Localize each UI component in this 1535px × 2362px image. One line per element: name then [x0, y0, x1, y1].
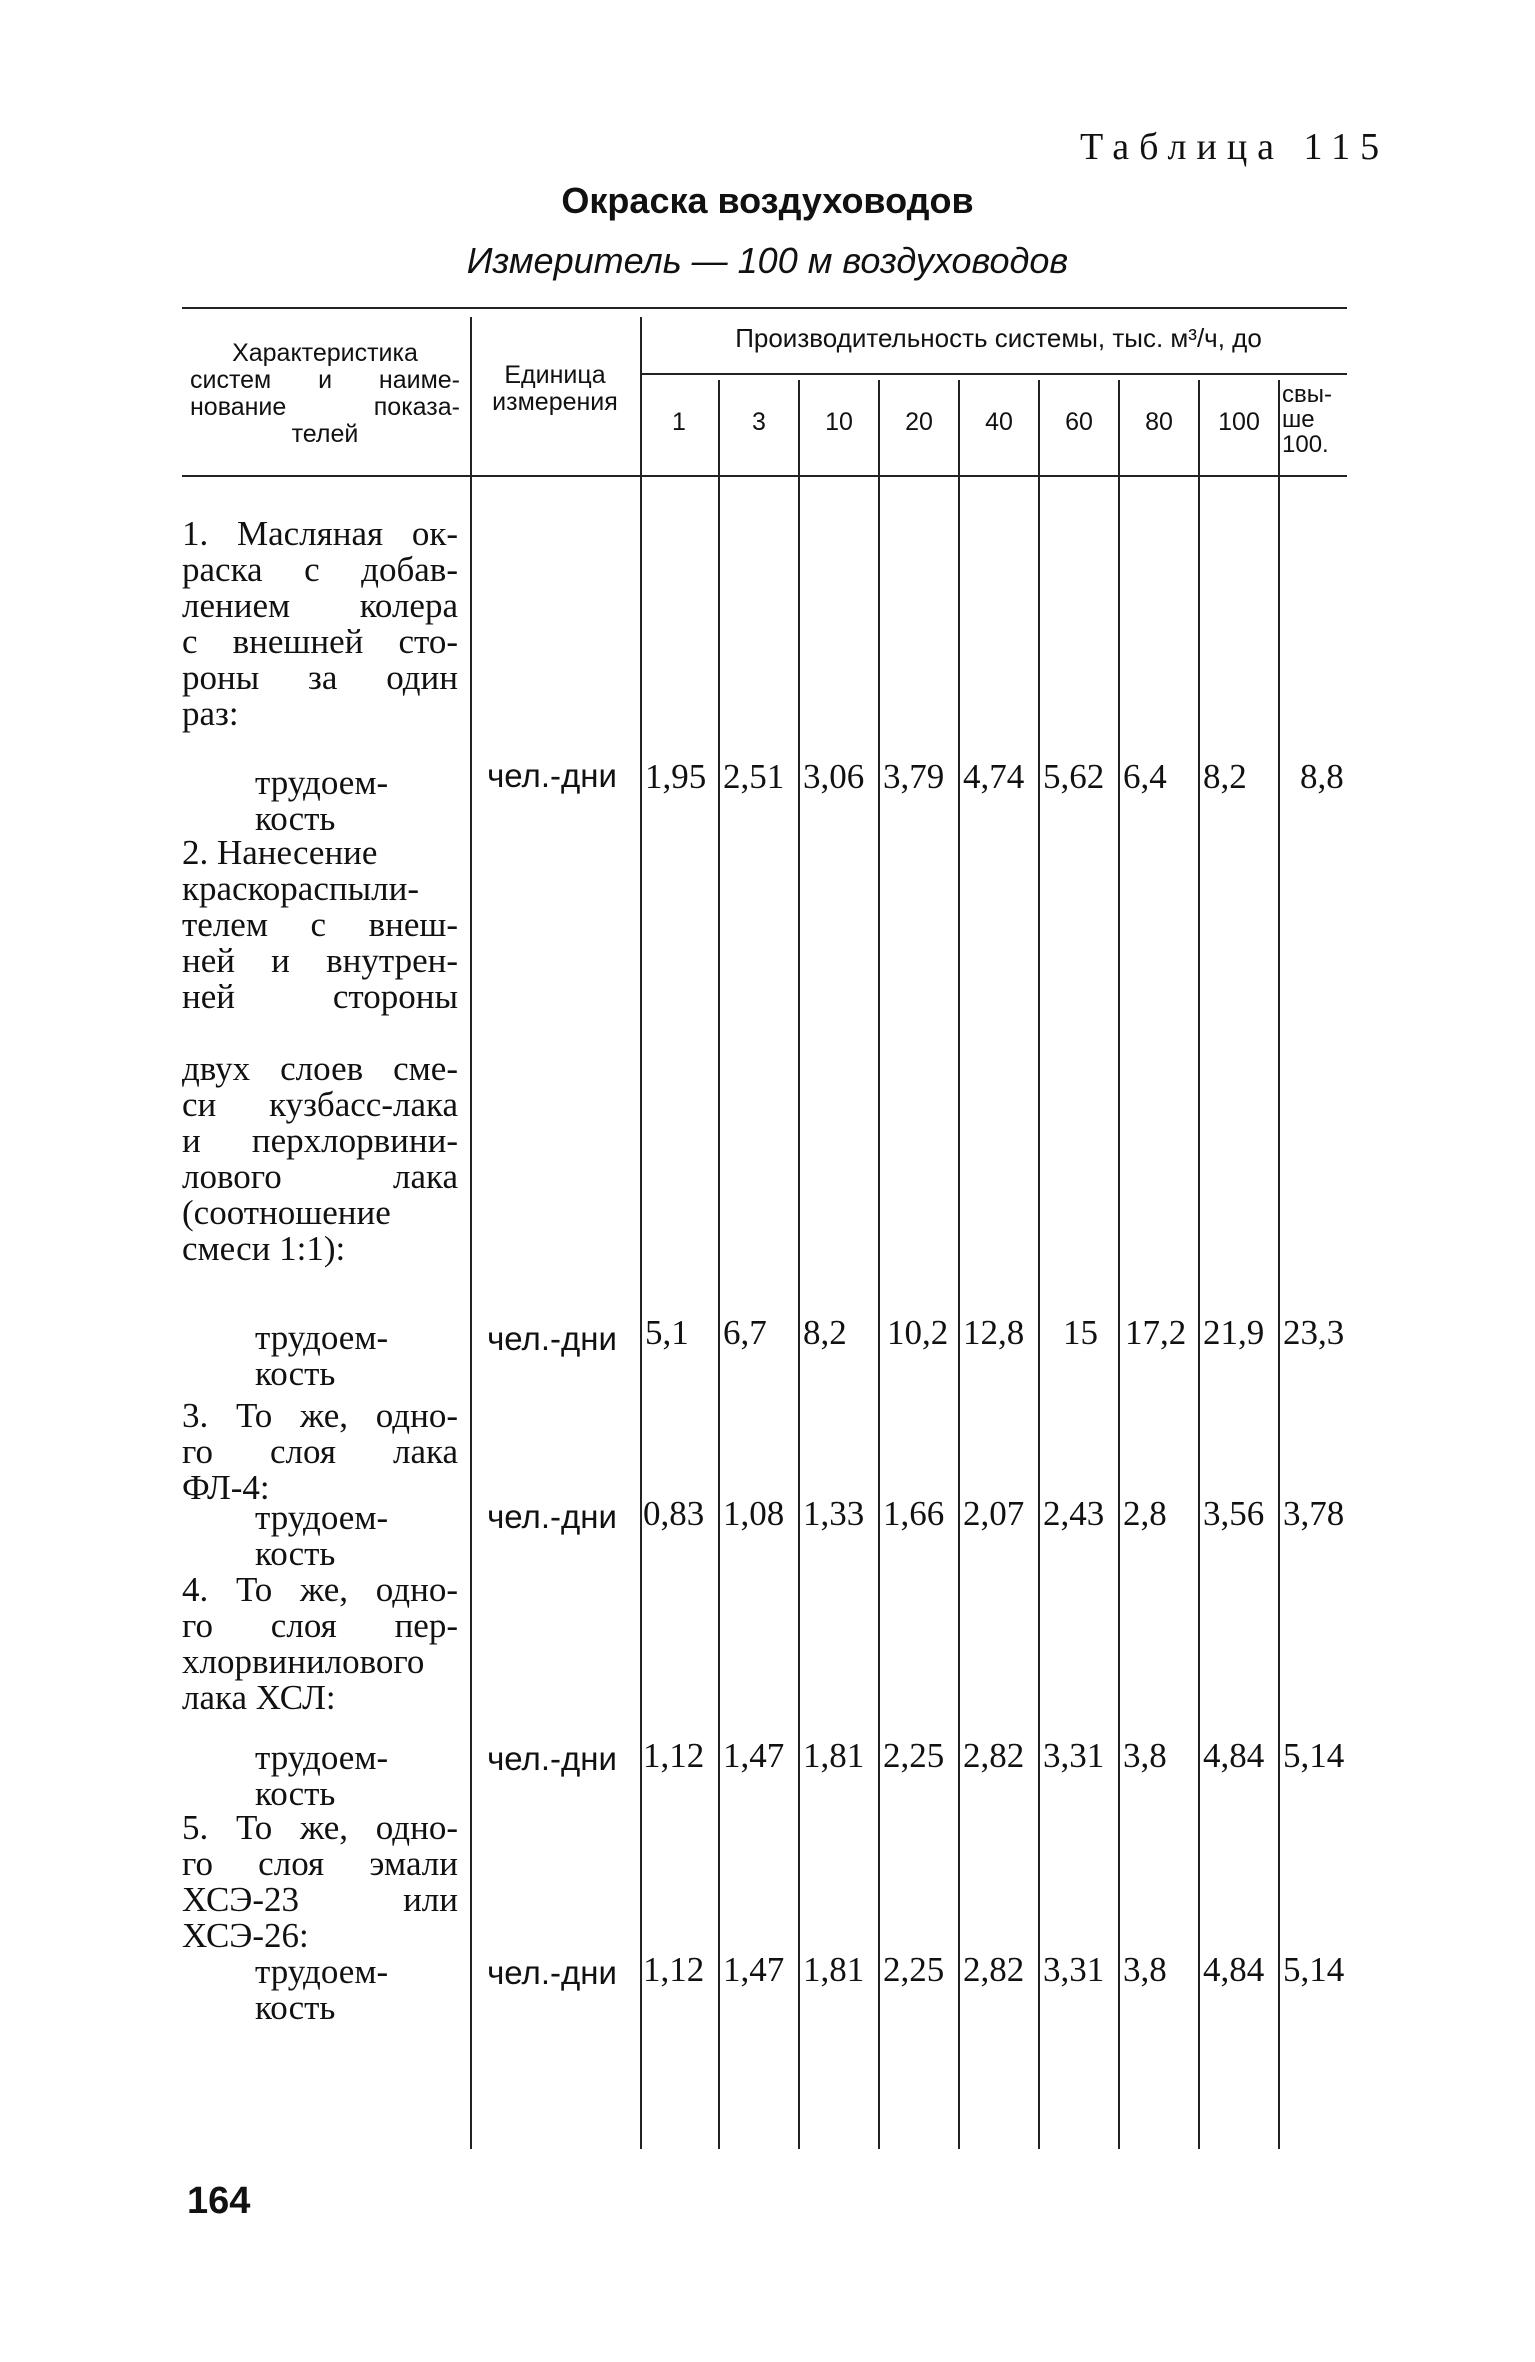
- row-5-value-20: 2,25: [883, 1950, 945, 1989]
- row-3-value-20: 1,66: [883, 1494, 945, 1533]
- row-3-heading: [182, 1398, 458, 1506]
- column-divider-20: [958, 380, 960, 2149]
- row-2-indicator-line: трудоем-: [255, 1318, 389, 1357]
- row-2-indicator-line: кость: [255, 1354, 336, 1393]
- row-3-value-3: 1,08: [723, 1494, 785, 1533]
- column-divider-3: [798, 380, 800, 2149]
- row-5-value-80: 3,8: [1123, 1950, 1167, 1989]
- row-4-value-over-100: 5,14: [1283, 1736, 1345, 1775]
- column-divider-unit: [640, 317, 642, 2149]
- row-2-heading-line: двух слоев сме-: [182, 1049, 458, 1088]
- row-1-value-1: 1,95: [645, 757, 707, 796]
- capacity-header-rule: [642, 373, 1347, 375]
- capacity-col-100: 100: [1218, 408, 1260, 436]
- row-1-heading-line: роны за один: [182, 658, 458, 697]
- table-title: Окраска воздуховодов: [561, 180, 974, 221]
- row-5-indicator: [255, 1954, 455, 2026]
- row-3-indicator: [255, 1500, 455, 1572]
- row-1-heading-line: раз:: [182, 694, 239, 733]
- row-1-value-20: 3,79: [883, 757, 945, 796]
- row-2-heading-line: телем с внеш-: [182, 905, 458, 944]
- column-divider-40: [1038, 380, 1040, 2149]
- row-3-value-80: 2,8: [1123, 1494, 1167, 1533]
- header-characteristic-line: нование показа-: [190, 393, 460, 421]
- row-4-value-10: 1,81: [803, 1736, 865, 1775]
- row-1-unit: чел.-дни: [487, 757, 617, 794]
- row-5-value-1: 1,12: [643, 1950, 705, 1989]
- table-measure-unit: Измеритель — 100 м воздуховодов: [466, 240, 1069, 281]
- row-3-unit: чел.-дни: [487, 1498, 617, 1535]
- header-unit: [475, 362, 635, 416]
- row-2-heading-line: си кузбасс-лака: [182, 1085, 458, 1124]
- row-5-indicator-line: трудоем-: [255, 1952, 389, 1991]
- row-2-heading-line: (соотношение: [182, 1193, 391, 1232]
- row-4-heading-line: го слоя пер-: [182, 1606, 458, 1645]
- row-2-heading-line: 2. Нанесение: [182, 833, 378, 872]
- row-1-value-3: 2,51: [723, 757, 785, 796]
- row-2-heading-line: [182, 1015, 458, 1051]
- capacity-col-10: 10: [825, 408, 853, 436]
- row-4-heading-line: лака ХСЛ:: [182, 1678, 336, 1717]
- row-4-value-80: 3,8: [1123, 1736, 1167, 1775]
- row-2-value-100: 21,9: [1203, 1313, 1265, 1352]
- row-1-value-100: 8,2: [1203, 757, 1247, 796]
- row-5-value-40: 2,82: [963, 1950, 1025, 1989]
- row-5-heading: [182, 1810, 458, 1954]
- capacity-col-3: 3: [752, 408, 766, 436]
- row-1-value-80: 6,4: [1123, 757, 1167, 796]
- row-5-heading-line: 5. То же, одно-: [182, 1808, 458, 1847]
- row-3-value-1: 0,83: [643, 1494, 705, 1533]
- row-1-value-40: 4,74: [963, 757, 1025, 796]
- row-4-value-40: 2,82: [963, 1736, 1025, 1775]
- table-top-rule: [182, 307, 1347, 309]
- row-3-heading-line: ФЛ-4:: [182, 1468, 270, 1507]
- row-2-value-3: 6,7: [723, 1313, 767, 1352]
- header-unit-line: измерения: [492, 388, 618, 416]
- row-2-heading-line: и перхлорвини-: [182, 1121, 458, 1160]
- row-5-heading-line: го слоя эмали: [182, 1844, 458, 1883]
- row-3-heading-line: го слоя лака: [182, 1432, 458, 1471]
- row-1-heading-line: лением колера: [182, 586, 458, 625]
- column-divider-1: [718, 380, 720, 2149]
- row-4-indicator: [255, 1740, 455, 1812]
- row-2-value-20: 10,2: [887, 1313, 949, 1352]
- capacity-col-over-100-line: 100.: [1282, 431, 1329, 458]
- row-1-value-10: 3,06: [803, 757, 865, 796]
- row-2-heading-line: ней стороны: [182, 977, 458, 1016]
- row-1-indicator: [255, 765, 455, 837]
- row-3-value-100: 3,56: [1203, 1494, 1265, 1533]
- header-bottom-rule: [182, 475, 1347, 477]
- row-1-indicator-line: трудоем-: [255, 763, 389, 802]
- column-divider-100: [1278, 380, 1280, 2149]
- row-2-heading-line: краскораспыли-: [182, 869, 419, 908]
- row-1-value-60: 5,62: [1043, 757, 1105, 796]
- row-3-value-10: 1,33: [803, 1494, 865, 1533]
- row-5-value-10: 1,81: [803, 1950, 865, 1989]
- row-2-value-10: 8,2: [803, 1313, 847, 1352]
- row-4-value-100: 4,84: [1203, 1736, 1265, 1775]
- row-4-value-20: 2,25: [883, 1736, 945, 1775]
- capacity-col-over-100: [1282, 382, 1346, 457]
- row-1-heading: [182, 516, 458, 732]
- header-capacity: Производительность системы, тыс. м³/ч, до: [735, 323, 1262, 353]
- row-4-indicator-line: трудоем-: [255, 1738, 389, 1777]
- row-3-value-40: 2,07: [963, 1494, 1025, 1533]
- row-2-heading-line: смеси 1:1):: [182, 1229, 346, 1268]
- row-4-value-60: 3,31: [1043, 1736, 1105, 1775]
- row-4-heading: [182, 1572, 458, 1716]
- row-4-heading-line: хлорвинилового: [182, 1642, 425, 1681]
- row-5-value-over-100: 5,14: [1283, 1950, 1345, 1989]
- capacity-col-over-100-line: ше: [1282, 406, 1315, 433]
- row-5-value-3: 1,47: [723, 1950, 785, 1989]
- row-4-value-3: 1,47: [723, 1736, 785, 1775]
- column-divider-80: [1198, 380, 1200, 2149]
- capacity-col-1: 1: [672, 408, 686, 436]
- row-2-value-80: 17,2: [1125, 1313, 1187, 1352]
- row-2-unit: чел.-дни: [487, 1320, 617, 1357]
- row-5-value-100: 4,84: [1203, 1950, 1265, 1989]
- row-1-value-over-100: 8,8: [1300, 757, 1344, 796]
- row-1-heading-line: с внешней сто-: [182, 622, 458, 661]
- row-2-indicator: [255, 1320, 455, 1392]
- capacity-col-over-100-line: свы-: [1282, 381, 1332, 408]
- row-2-value-1: 5,1: [645, 1313, 689, 1352]
- row-4-heading-line: 4. То же, одно-: [182, 1570, 458, 1609]
- row-1-indicator-line: кость: [255, 799, 336, 838]
- header-characteristic-line: Характеристика: [232, 339, 418, 367]
- row-1-heading-line: раска с добав-: [182, 550, 458, 589]
- row-1-heading-line: 1. Масляная ок-: [182, 514, 458, 553]
- row-3-indicator-line: кость: [255, 1534, 336, 1573]
- row-3-value-over-100: 3,78: [1283, 1494, 1345, 1533]
- row-5-value-60: 3,31: [1043, 1950, 1105, 1989]
- table-number: Таблица 115: [1080, 126, 1390, 168]
- row-2-value-over-100: 23,3: [1283, 1313, 1345, 1352]
- row-3-indicator-line: трудоем-: [255, 1498, 389, 1537]
- capacity-col-80: 80: [1145, 408, 1173, 436]
- header-characteristic: [190, 340, 460, 448]
- row-4-value-1: 1,12: [643, 1736, 705, 1775]
- row-4-unit: чел.-дни: [487, 1740, 617, 1777]
- capacity-col-40: 40: [985, 408, 1013, 436]
- row-2-value-60: 15: [1063, 1313, 1098, 1352]
- column-divider-10: [878, 380, 880, 2149]
- row-2-heading: [182, 835, 458, 1267]
- row-3-heading-line: 3. То же, одно-: [182, 1396, 458, 1435]
- row-2-value-40: 12,8: [963, 1313, 1025, 1352]
- page-number: 164: [187, 2180, 251, 2222]
- column-divider-characteristic: [470, 317, 472, 2149]
- row-5-heading-line: ХСЭ-26:: [182, 1916, 309, 1955]
- header-unit-line: Единица: [504, 361, 606, 389]
- row-2-heading-line: лового лака: [182, 1157, 458, 1196]
- header-characteristic-line: телей: [291, 420, 359, 448]
- row-4-indicator-line: кость: [255, 1774, 336, 1813]
- row-5-indicator-line: кость: [255, 1988, 336, 2027]
- capacity-col-60: 60: [1065, 408, 1093, 436]
- capacity-col-20: 20: [905, 408, 933, 436]
- row-5-unit: чел.-дни: [487, 1954, 617, 1991]
- row-3-value-60: 2,43: [1043, 1494, 1105, 1533]
- header-characteristic-line: систем и наиме-: [190, 366, 460, 394]
- column-divider-60: [1118, 380, 1120, 2149]
- row-5-heading-line: ХСЭ-23 или: [182, 1880, 458, 1919]
- row-2-heading-line: ней и внутрен-: [182, 941, 458, 980]
